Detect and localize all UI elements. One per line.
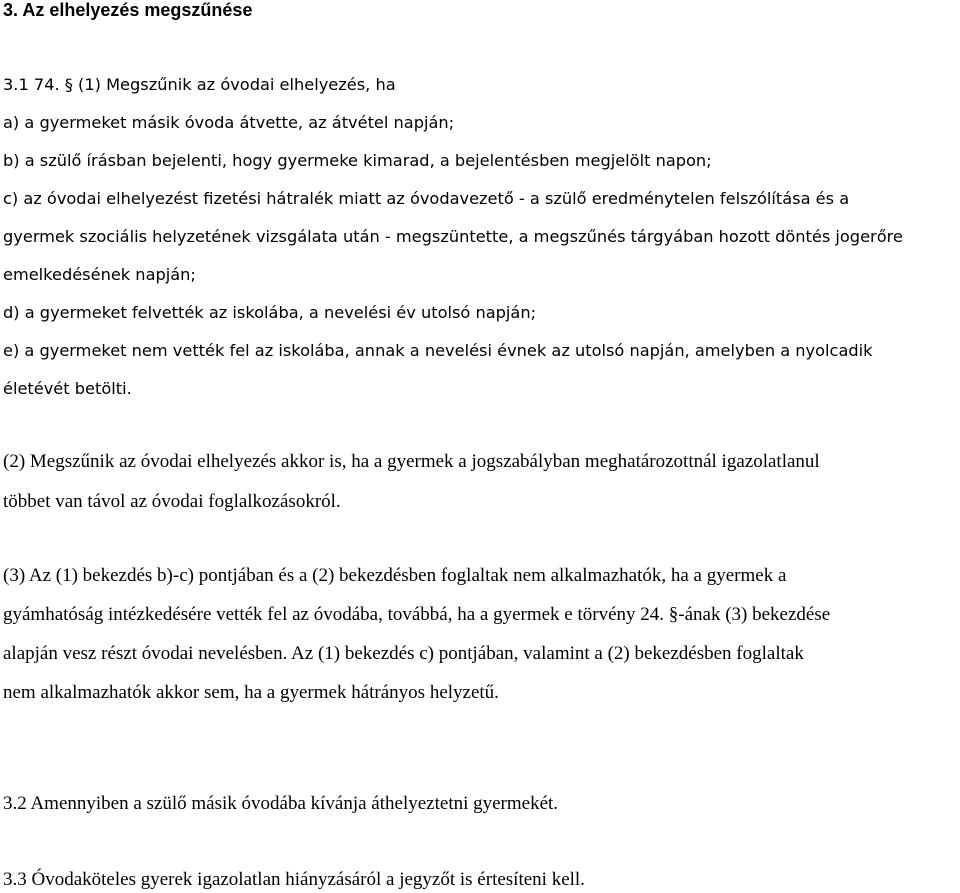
list-item-e-line-2: életévét betölti.	[3, 379, 132, 398]
list-item-e-line-1: e) a gyermeket nem vették fel az iskolába, annak a nevelési évnek az utolsó napján, amelyben a nyolcadik	[3, 341, 873, 360]
paragraph-3-line-4: nem alkalmazhatók akkor sem, ha a gyermek hátrányos helyzetű.	[3, 682, 499, 703]
paragraph-2-line-2: többet van távol az óvodai foglalkozásokról.	[3, 491, 341, 512]
section-3-2: 3.2 Amennyiben a szülő másik óvodába kívánja áthelyeztetni gyermekét.	[3, 793, 559, 814]
paragraph-3-line-1: (3) Az (1) bekezdés b)-c) pontjában és a (2) bekezdésben foglaltak nem alkalmazhatók, ha a gyermek a	[3, 565, 787, 586]
section-3-1-intro: 3.1 74. § (1) Megszűnik az óvodai elhelyezés, ha	[3, 75, 396, 94]
list-item-a: a) a gyermeket másik óvoda átvette, az átvétel napján;	[3, 113, 455, 132]
paragraph-3-line-3: alapján vesz részt óvodai nevelésben. Az (1) bekezdés c) pontjában, valamint a (2) bekezdésben foglaltak	[3, 643, 804, 664]
list-item-c-line-3: emelkedésének napján;	[3, 265, 196, 284]
list-item-d: d) a gyermeket felvették az iskolába, a nevelési év utolsó napján;	[3, 303, 537, 322]
list-item-b: b) a szülő írásban bejelenti, hogy gyermeke kimarad, a bejelentésben megjelölt napon;	[3, 151, 712, 170]
list-item-c-line-2: gyermek szociális helyzetének vizsgálata után - megszüntette, a megszűnés tárgyában hozott döntés jogerőre	[3, 227, 903, 246]
section-heading: 3. Az elhelyezés megszűnése	[3, 0, 253, 20]
section-3-3: 3.3 Óvodaköteles gyerek igazolatlan hiányzásáról a jegyzőt is értesíteni kell.	[3, 869, 585, 890]
paragraph-2-line-1: (2) Megszűnik az óvodai elhelyezés akkor is, ha a gyermek a jogszabályban meghatározottnál igazolatlanul	[3, 451, 820, 472]
paragraph-3-line-2: gyámhatóság intézkedésére vették fel az óvodába, továbbá, ha a gyermek e törvény 24. §-ának (3) bekezdése	[3, 604, 831, 625]
list-item-c-line-1: c) az óvodai elhelyezést fizetési hátralék miatt az óvodavezető - a szülő eredménytelen felszólítása és a	[3, 189, 850, 208]
